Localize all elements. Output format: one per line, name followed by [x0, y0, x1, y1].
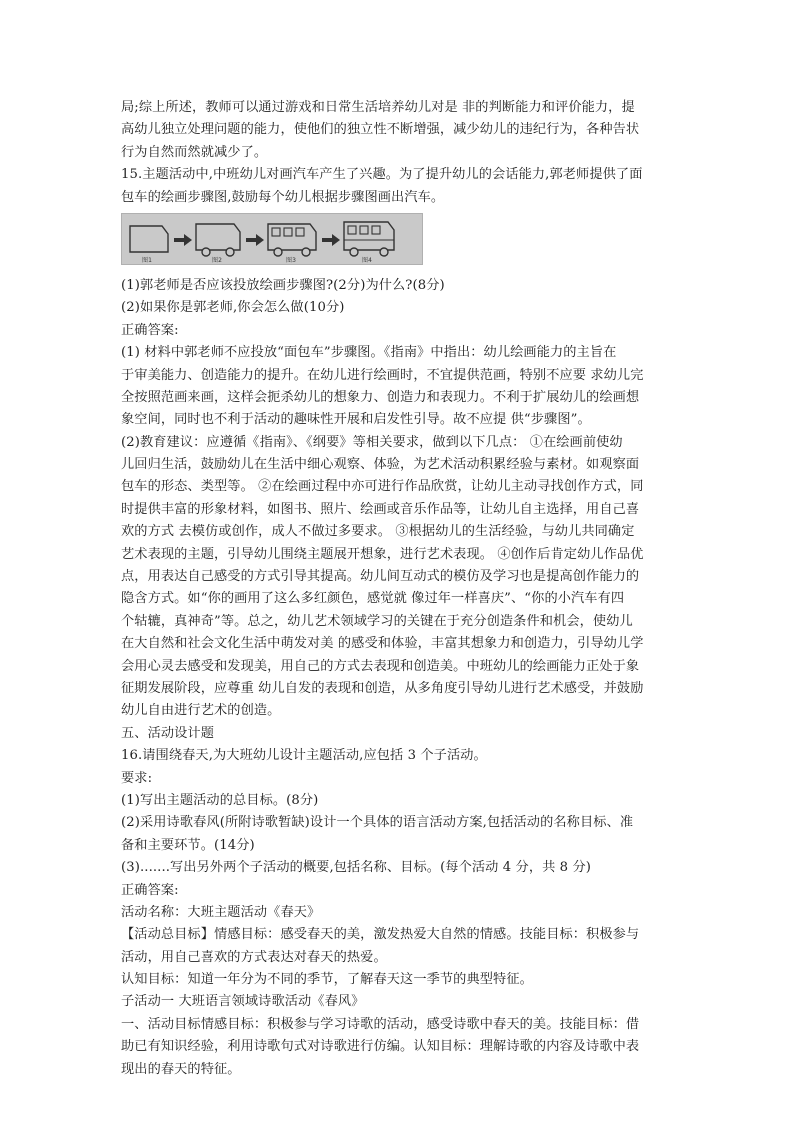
text-line: (2)采用诗歌春风(所附诗歌暂缺)设计一个具体的语言活动方案,包括活动的名称目标、准 — [121, 815, 634, 831]
text-line: 一、活动目标情感目标：积极参与学习诗歌的活动，感受诗歌中春天的美。技能目标：借 — [121, 1016, 640, 1032]
text-line: 象空间，同时也不利于活动的趣味性开展和启发性引导。故不应提 供“步骤图”。 — [121, 412, 591, 428]
drawing-steps-illustration — [122, 214, 422, 264]
figure-label: 图2 — [212, 256, 223, 264]
text-line: 局;综上所述，教师可以通过游戏和日常生活培养幼儿对是 非的判断能力和评价能力，提 — [121, 100, 635, 115]
text-line: (1)写出主题活动的总目标。(8分) — [121, 792, 319, 808]
text-line: (1)郭老师是否应该投放绘画步骤图?(2分)为什么?(8分) — [121, 277, 445, 293]
text-line: 包车的绘画步骤图,鼓励每个幼儿根据步骤图画出汽车。 — [121, 189, 445, 205]
text-line: 认知目标：知道一年分为不同的季节，了解春天这一季节的典型特征。 — [121, 972, 533, 988]
step2-shape — [196, 224, 240, 250]
question-15-line: 15.主题活动中,中班幼儿对画汽车产生了兴趣。为了提升幼儿的会话能力,郭老师提供了面 — [121, 167, 643, 183]
text-line: 子活动一 大班语言领域诗歌活动《春风》 — [121, 994, 365, 1010]
section-heading: 五、活动设计题 — [121, 725, 215, 741]
text-line: 现出的春天的特征。 — [121, 1061, 241, 1077]
arrow-icon — [246, 234, 264, 246]
text-line: 时提供丰富的形象材料，如图书、照片、绘画或音乐作品等，让幼儿自主选择，用自己喜 — [121, 501, 640, 517]
text-line: 儿回归生活，鼓励幼儿在生活中细心观察、体验，为艺术活动积累经验与素材。如观察面 — [121, 457, 640, 473]
text-line: (1) 材料中郭老师不应投放“面包车”步骤图。《指南》中指出：幼儿绘画能力的主旨在 — [121, 345, 617, 361]
text-line: 隐含方式。如“你的画用了这么多红颜色，感觉就 像过年一样喜庆”、“你的小汽车有四 — [121, 591, 625, 607]
text-line: 全按照范画来画，这样会扼杀幼儿的想象力、创造力和表现力。不利于扩展幼儿的绘画想 — [121, 389, 640, 405]
drawing-steps-figure — [121, 213, 423, 265]
text-line: 点，用表达自己感受的方式引导其提高。幼儿间互动式的模仿及学习也是提高创作能力的 — [121, 569, 640, 585]
text-line: 助已有知识经验，利用诗歌句式对诗歌进行仿编。认知目标：理解诗歌的内容及诗歌中表 — [121, 1039, 640, 1055]
text-line: 欢的方式 去模仿或创作，成人不做过多要求。 ③根据幼儿的生活经验，与幼儿共同确定 — [121, 524, 635, 540]
arrow-icon — [322, 234, 340, 246]
text-line: 于审美能力、创造能力的提升。在幼儿进行绘画时，不宜提供范画，特别不应要 求幼儿完 — [121, 367, 644, 383]
text-line: 个轱辘，真神奇”等。总之，幼儿艺术领域学习的关键在于充分创造条件和机会，使幼儿 — [121, 613, 633, 629]
step1-shape — [130, 226, 168, 252]
text-line: 在大自然和社会文化生活中萌发对美 的感受和体验，丰富其想象力和创造力，引导幼儿学 — [121, 636, 644, 652]
answer-heading: 正确答案: — [121, 322, 179, 338]
text-line: 要求: — [121, 770, 153, 786]
text-line: 会用心灵去感受和发现美，用自己的方式去表现和创造美。中班幼儿的绘画能力正处于象 — [121, 658, 640, 674]
arrow-icon — [174, 234, 192, 246]
text-line: 艺术表现的主题，引导幼儿围绕主题展开想象，进行艺术表现。 ④创作后肯定幼儿作品优 — [121, 546, 644, 562]
text-line: 幼儿自由进行艺术的创造。 — [121, 703, 281, 719]
text-line: 【活动总目标】情感目标：感受春天的美，激发热爱大自然的情感。技能目标：积极参与 — [121, 927, 640, 943]
text-line: 高幼儿独立处理问题的能力，使他们的独立性不断增强，减少幼儿的违纪行为，各种告状 — [121, 122, 640, 138]
text-line: 包车的形态、类型等。 ②在绘画过程中亦可进行作品欣赏，让幼儿主动寻找创作方式，同 — [121, 479, 644, 495]
text-line: 备和主要环节。(14分) — [121, 837, 255, 853]
figure-label: 图3 — [286, 256, 297, 264]
text-line: (2)教育建议：应遵循《指南》、《纲要》等相关要求，做到以下几点： ①在绘画前使幼 — [121, 434, 623, 450]
figure-label: 图4 — [362, 256, 373, 264]
text-line: 行为自然而然就减少了。 — [121, 144, 268, 160]
text-line: (2)如果你是郭老师,你会怎么做(10分) — [121, 300, 345, 316]
text-line: 征期发展阶段，应尊重 幼儿自发的表现和创造，从多角度引导幼儿进行艺术感受，并鼓励 — [121, 680, 644, 696]
document-body — [121, 97, 681, 1081]
question-16-line: 16.请围绕春天,为大班幼儿设计主题活动,应包括 3 个子活动。 — [121, 748, 487, 764]
text-line: (3).......写出另外两个子活动的概要,包括名称、目标。(每个活动 4 分，共 8 分) — [121, 860, 592, 876]
answer-heading: 正确答案: — [121, 882, 179, 898]
text-line: 活动名称：大班主题活动《春天》 — [121, 904, 321, 920]
figure-label: 图1 — [142, 256, 153, 264]
text-line: 活动，用自己喜欢的方式表达对春天的热爱。 — [121, 949, 387, 965]
